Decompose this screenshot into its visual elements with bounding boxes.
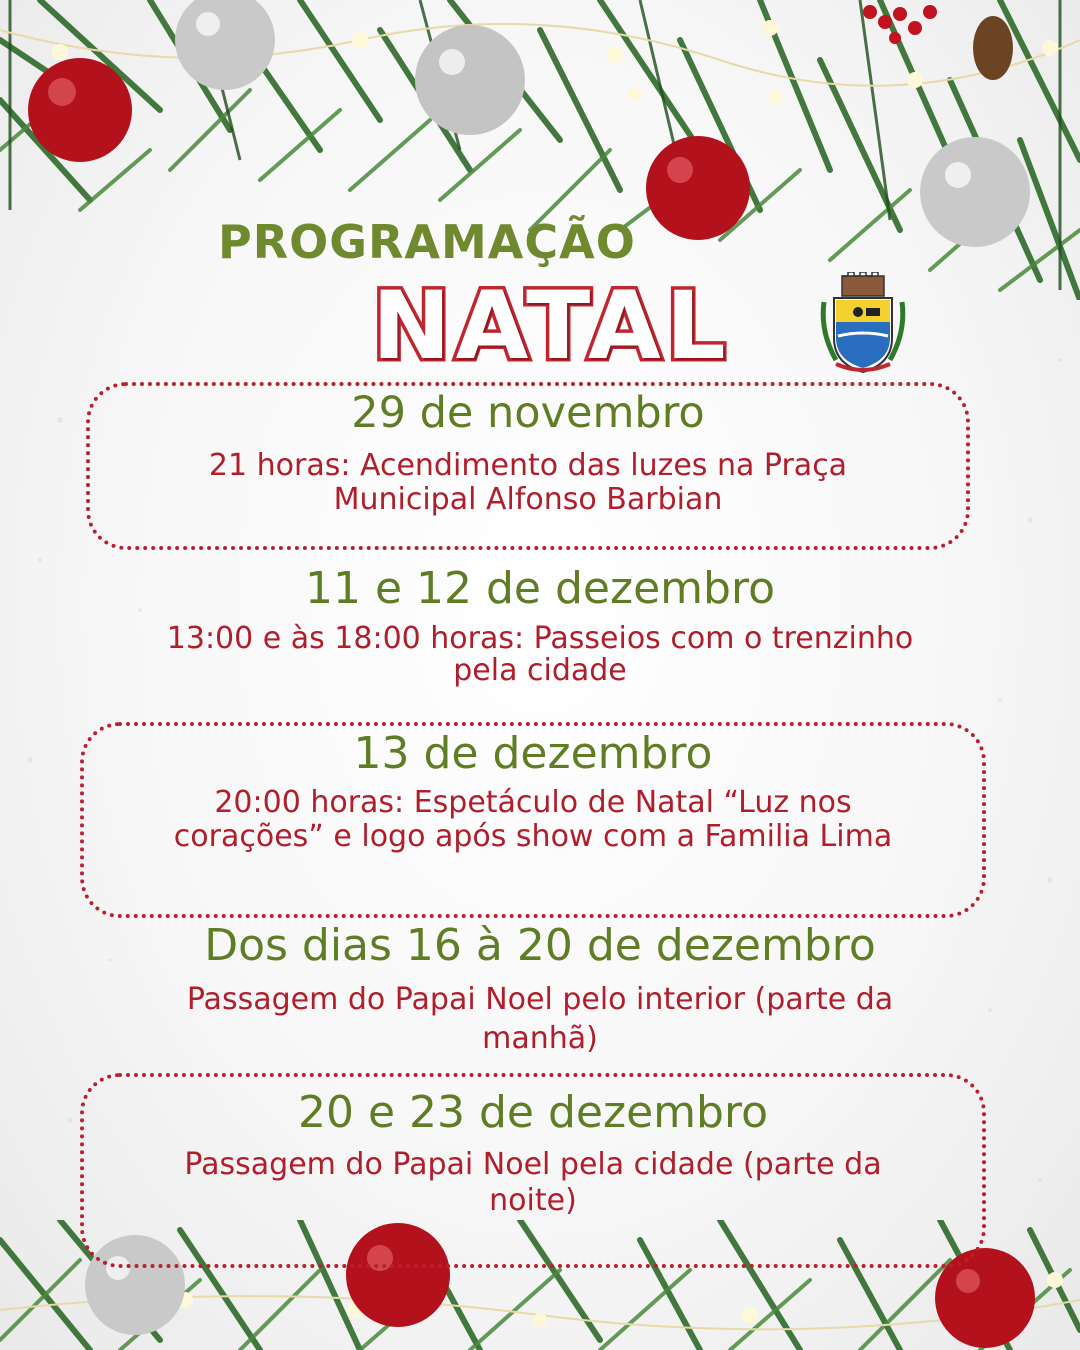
event-card-20-23-dezembro bbox=[80, 1073, 986, 1268]
event-card-11-12-dezembro bbox=[120, 565, 960, 705]
event-description: 20:00 horas: Espetáculo de Natal “Luz nos corações” e logo após show com a Familia Lima bbox=[173, 785, 893, 854]
event-date: 29 de novembro bbox=[351, 388, 705, 438]
event-date: Dos dias 16 à 20 de dezembro bbox=[204, 920, 876, 971]
natal-title: NATAL bbox=[372, 272, 731, 381]
event-date: 11 e 12 de dezembro bbox=[305, 563, 775, 614]
event-date: 20 e 23 de dezembro bbox=[298, 1087, 768, 1138]
event-description: Passagem do Papai Noel pela cidade (parte da noite) bbox=[184, 1147, 882, 1219]
event-description: 21 horas: Acendimento das luzes na Praça Municipal Alfonso Barbian bbox=[208, 448, 848, 517]
event-description: Passagem do Papai Noel pelo interior (parte da manhã) bbox=[186, 982, 894, 1057]
event-card-29-novembro bbox=[86, 382, 970, 550]
event-card-16-20-dezembro bbox=[120, 922, 960, 1067]
programacao-title: PROGRAMAÇÃO bbox=[218, 215, 636, 269]
municipal-crest-emblem bbox=[820, 272, 906, 376]
event-date: 13 de dezembro bbox=[353, 728, 713, 779]
event-description: 13:00 e às 18:00 horas: Passeios com o trenzinho pela cidade bbox=[166, 621, 914, 688]
event-card-13-dezembro bbox=[80, 722, 986, 918]
